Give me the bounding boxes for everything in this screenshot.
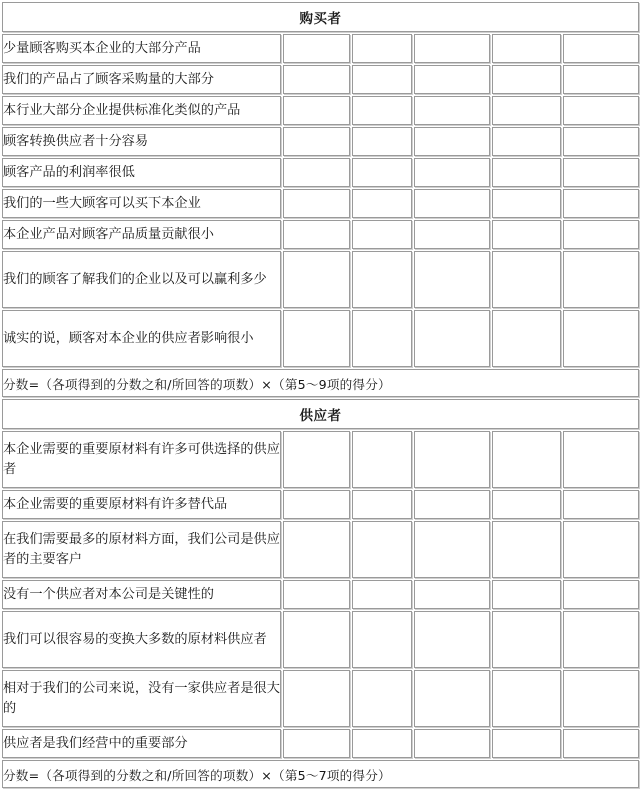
answer-cell-2[interactable]	[352, 670, 412, 727]
statement-text: 诚实的说，顾客对本企业的供应者影响很小	[3, 330, 254, 346]
answer-cell-5[interactable]	[563, 127, 639, 156]
answer-cell-4[interactable]	[492, 158, 561, 187]
answer-cell-2[interactable]	[352, 96, 412, 125]
answer-cell-4[interactable]	[492, 189, 561, 218]
answer-cell-2[interactable]	[352, 34, 412, 63]
answer-cell-4[interactable]	[492, 220, 561, 249]
statement-cell	[2, 251, 281, 308]
formula-row	[2, 369, 639, 397]
statement-text: 在我们需要最多的原材料方面，我们公司是供应者的主要客户	[3, 532, 280, 567]
answer-cell-3[interactable]	[414, 127, 490, 156]
answer-cell-1[interactable]	[283, 34, 350, 63]
answer-cell-3[interactable]	[414, 96, 490, 125]
statement-text: 本企业需要的重要原材料有许多替代品	[3, 496, 228, 512]
statement-text: 我们可以很容易的变换大多数的原材料供应者	[3, 631, 267, 647]
answer-cell-1[interactable]	[283, 127, 350, 156]
answer-cell-2[interactable]	[352, 580, 412, 609]
answer-cell-2[interactable]	[352, 251, 412, 308]
statement-text: 少量顾客购买本企业的大部分产品	[3, 40, 201, 56]
table-row	[2, 310, 639, 367]
answer-cell-2[interactable]	[352, 189, 412, 218]
section-header-buyers: 购买者	[2, 2, 639, 32]
answer-cell-1[interactable]	[283, 96, 350, 125]
answer-cell-3[interactable]	[414, 431, 490, 488]
answer-cell-3[interactable]	[414, 158, 490, 187]
answer-cell-1[interactable]	[283, 158, 350, 187]
table-row	[2, 127, 639, 156]
table-row	[2, 431, 639, 488]
answer-cell-4[interactable]	[492, 251, 561, 308]
answer-cell-3[interactable]	[414, 580, 490, 609]
table-row	[2, 521, 639, 578]
statement-text: 供应者是我们经营中的重要部分	[3, 735, 188, 751]
answer-cell-4[interactable]	[492, 431, 561, 488]
statement-cell	[2, 96, 281, 125]
statement-cell	[2, 65, 281, 94]
statement-text: 顾客转换供应者十分容易	[3, 133, 149, 149]
answer-cell-1[interactable]	[283, 580, 350, 609]
statement-cell	[2, 490, 281, 519]
answer-cell-3[interactable]	[414, 65, 490, 94]
answer-cell-5[interactable]	[563, 431, 639, 488]
statement-text: 我们的一些大顾客可以买下本企业	[3, 195, 201, 211]
score-formula-suppliers: 分数=（各项得到的分数之和/所回答的项数）×（第5～7项的得分）	[2, 760, 639, 788]
statement-text: 相对于我们的公司来说，没有一家供应者是很大的	[3, 681, 280, 716]
statement-text: 我们的产品占了顾客采购量的大部分	[3, 71, 214, 87]
table-row	[2, 490, 639, 519]
answer-cell-1[interactable]	[283, 490, 350, 519]
table-row	[2, 34, 639, 63]
statement-text: 我们的顾客了解我们的企业以及可以赢利多少	[3, 271, 267, 287]
answer-cell-5[interactable]	[563, 158, 639, 187]
answer-cell-4[interactable]	[492, 729, 561, 758]
table-row	[2, 65, 639, 94]
statement-cell	[2, 127, 281, 156]
answer-cell-4[interactable]	[492, 670, 561, 727]
section-header-suppliers: 供应者	[2, 399, 639, 429]
table-row	[2, 251, 639, 308]
answer-cell-1[interactable]	[283, 521, 350, 578]
statement-cell	[2, 189, 281, 218]
statement-text: 顾客产品的利润率很低	[3, 164, 135, 180]
answer-cell-2[interactable]	[352, 611, 412, 668]
answer-cell-1[interactable]	[283, 670, 350, 727]
answer-cell-5[interactable]	[563, 34, 639, 63]
table-row	[2, 96, 639, 125]
answer-cell-3[interactable]	[414, 220, 490, 249]
answer-cell-2[interactable]	[352, 65, 412, 94]
answer-cell-2[interactable]	[352, 310, 412, 367]
answer-cell-2[interactable]	[352, 490, 412, 519]
answer-cell-1[interactable]	[283, 729, 350, 758]
answer-cell-4[interactable]	[492, 521, 561, 578]
answer-cell-2[interactable]	[352, 220, 412, 249]
statement-cell	[2, 431, 281, 488]
answer-cell-4[interactable]	[492, 310, 561, 367]
answer-cell-4[interactable]	[492, 580, 561, 609]
answer-cell-3[interactable]	[414, 611, 490, 668]
answer-cell-5[interactable]	[563, 521, 639, 578]
statement-cell	[2, 670, 281, 727]
statement-cell	[2, 521, 281, 578]
answer-cell-4[interactable]	[492, 490, 561, 519]
answer-cell-5[interactable]	[563, 670, 639, 727]
answer-cell-5[interactable]	[563, 611, 639, 668]
formula-row	[2, 760, 639, 788]
table-row	[2, 580, 639, 609]
answer-cell-3[interactable]	[414, 521, 490, 578]
answer-cell-1[interactable]	[283, 189, 350, 218]
statement-cell	[2, 220, 281, 249]
answer-cell-2[interactable]	[352, 158, 412, 187]
answer-cell-4[interactable]	[492, 34, 561, 63]
answer-cell-5[interactable]	[563, 189, 639, 218]
table-row	[2, 158, 639, 187]
table-row	[2, 220, 639, 249]
statement-cell	[2, 580, 281, 609]
table-row	[2, 189, 639, 218]
answer-cell-3[interactable]	[414, 34, 490, 63]
answer-cell-5[interactable]	[563, 580, 639, 609]
answer-cell-3[interactable]	[414, 670, 490, 727]
table-row	[2, 729, 639, 758]
answer-cell-3[interactable]	[414, 251, 490, 308]
answer-cell-3[interactable]	[414, 729, 490, 758]
answer-cell-2[interactable]	[352, 729, 412, 758]
statement-text: 没有一个供应者对本公司是关键性的	[3, 586, 214, 602]
answer-cell-5[interactable]	[563, 251, 639, 308]
answer-cell-2[interactable]	[352, 127, 412, 156]
statement-cell	[2, 611, 281, 668]
answer-cell-1[interactable]	[283, 310, 350, 367]
answer-cell-5[interactable]	[563, 220, 639, 249]
answer-cell-1[interactable]	[283, 611, 350, 668]
answer-cell-2[interactable]	[352, 431, 412, 488]
statement-cell	[2, 158, 281, 187]
statement-cell	[2, 729, 281, 758]
answer-cell-3[interactable]	[414, 189, 490, 218]
answer-cell-5[interactable]	[563, 96, 639, 125]
section-header-row	[2, 399, 639, 429]
answer-cell-4[interactable]	[492, 611, 561, 668]
answer-cell-5[interactable]	[563, 65, 639, 94]
answer-cell-1[interactable]	[283, 220, 350, 249]
statement-text: 本企业产品对顾客产品质量贡献很小	[3, 226, 214, 242]
answer-cell-4[interactable]	[492, 65, 561, 94]
answer-cell-3[interactable]	[414, 310, 490, 367]
table-row	[2, 670, 639, 727]
answer-cell-4[interactable]	[492, 96, 561, 125]
answer-cell-5[interactable]	[563, 729, 639, 758]
answer-cell-1[interactable]	[283, 251, 350, 308]
answer-cell-5[interactable]	[563, 310, 639, 367]
section-header-row	[2, 2, 639, 32]
answer-cell-2[interactable]	[352, 521, 412, 578]
score-formula-buyers: 分数=（各项得到的分数之和/所回答的项数）×（第5～9项的得分）	[2, 369, 639, 397]
statement-text: 本行业大部分企业提供标准化类似的产品	[3, 102, 241, 118]
table-row	[2, 611, 639, 668]
answer-cell-4[interactable]	[492, 127, 561, 156]
answer-cell-3[interactable]	[414, 490, 490, 519]
answer-cell-5[interactable]	[563, 490, 639, 519]
statement-cell	[2, 34, 281, 63]
statement-text: 本企业需要的重要原材料有许多可供选择的供应者	[3, 442, 280, 477]
statement-cell	[2, 310, 281, 367]
answer-cell-1[interactable]	[283, 65, 350, 94]
answer-cell-1[interactable]	[283, 431, 350, 488]
